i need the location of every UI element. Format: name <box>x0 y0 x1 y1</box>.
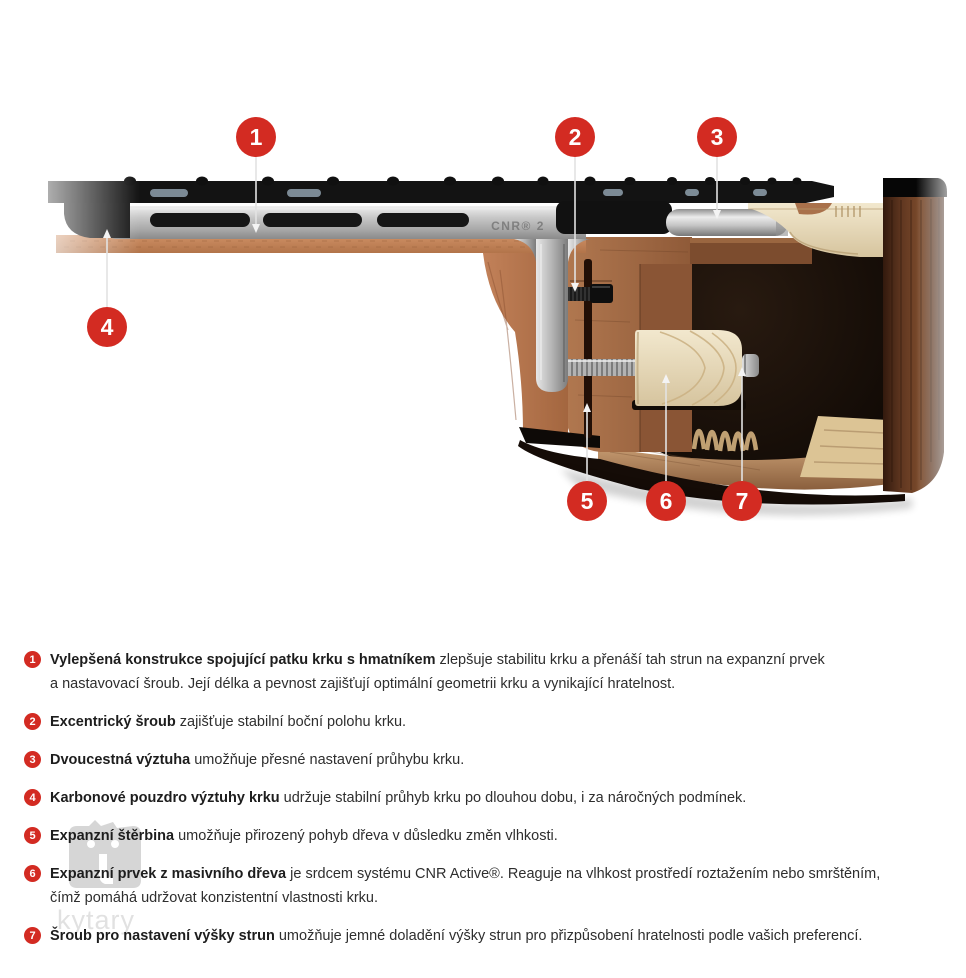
kytary-watermark-text: kytary <box>57 905 136 935</box>
legend-badge-3: 3 <box>24 751 41 768</box>
svg-text:4: 4 <box>100 314 114 340</box>
legend-badge-4: 4 <box>24 789 41 806</box>
legend-badge-2: 2 <box>24 713 41 730</box>
legend-description: umožňuje přirozený pohyb dřeva v důsledku změn vlhkosti. <box>174 828 558 844</box>
legend <box>0 648 966 948</box>
legend-badge-6: 6 <box>24 865 41 882</box>
expansion-element <box>632 330 746 410</box>
svg-text:6: 6 <box>659 488 673 514</box>
legend-description: je srdcem systému CNR Active®. Reaguje na vlhkost prostředí roztažením nebo smrštěním, <box>286 866 881 882</box>
legend-item-5 <box>0 824 966 848</box>
legend-description: zajišťuje stabilní boční polohu krku. <box>175 714 407 730</box>
legend-description: udržuje stabilní průhyb krku po dlouhou dobu, i za náročných podmínek. <box>279 790 747 806</box>
legend-badge-7: 7 <box>24 927 41 944</box>
left-fade <box>0 168 140 268</box>
legend-description-line2: čímž pomáhá udržovat konzistentní vlastnosti krku. <box>50 890 379 906</box>
svg-text:2: 2 <box>568 124 582 150</box>
legend-item-6 <box>0 862 966 910</box>
cnr-stamp: CNR® 2 <box>491 219 545 233</box>
legend-term: Expanzní prvek z masivního dřeva <box>50 866 287 882</box>
legend-badge-1: 1 <box>24 651 41 668</box>
metal-joint-plate <box>101 206 586 239</box>
plate-slot <box>377 213 469 227</box>
legend-term: Karbonové pouzdro výztuhy krku <box>50 790 280 806</box>
legend-term: Dvoucestná výztuha <box>50 752 191 768</box>
plate-slot <box>263 213 362 227</box>
legend-description-line2: a nastavovací šroub. Její délka a pevnost zajišťují optimální geometrii krku a vynikající hratelnost. <box>50 676 676 692</box>
legend-description: zlepšuje stabilitu krku a přenáší tah strun na expanzní prvek <box>435 652 825 668</box>
legend-description: umožňuje přesné nastavení průhybu krku. <box>190 752 465 768</box>
legend-item-2 <box>0 710 966 734</box>
adjustment-screw-thread <box>568 359 638 376</box>
legend-description: umožňuje jemné doladění výšky strun pro přizpůsobení hratelnosti podle vašich preferencí. <box>274 928 863 944</box>
legend-item-7 <box>0 924 966 948</box>
svg-text:3: 3 <box>710 124 724 150</box>
right-fade <box>916 160 966 530</box>
legend-term: Excentrický šroub <box>50 714 176 730</box>
legend-badge-5: 5 <box>24 827 41 844</box>
legend-item-4 <box>0 786 966 810</box>
svg-text:7: 7 <box>735 488 749 514</box>
callout-3 <box>697 117 737 219</box>
legend-term: Vylepšená konstrukce spojující patku krku s hmatníkem <box>50 652 436 668</box>
legend-item-3 <box>0 748 966 772</box>
plate-slot <box>150 213 250 227</box>
svg-text:5: 5 <box>580 488 594 514</box>
legend-term: Expanzní štěrbina <box>50 828 175 844</box>
legend-item-1 <box>0 648 966 696</box>
svg-text:1: 1 <box>249 124 263 150</box>
top-brace-edge <box>690 238 812 243</box>
fretboard-support-block <box>556 201 672 234</box>
legend-term: Šroub pro nastavení výšky strun <box>50 928 275 944</box>
fretboard <box>48 177 834 204</box>
